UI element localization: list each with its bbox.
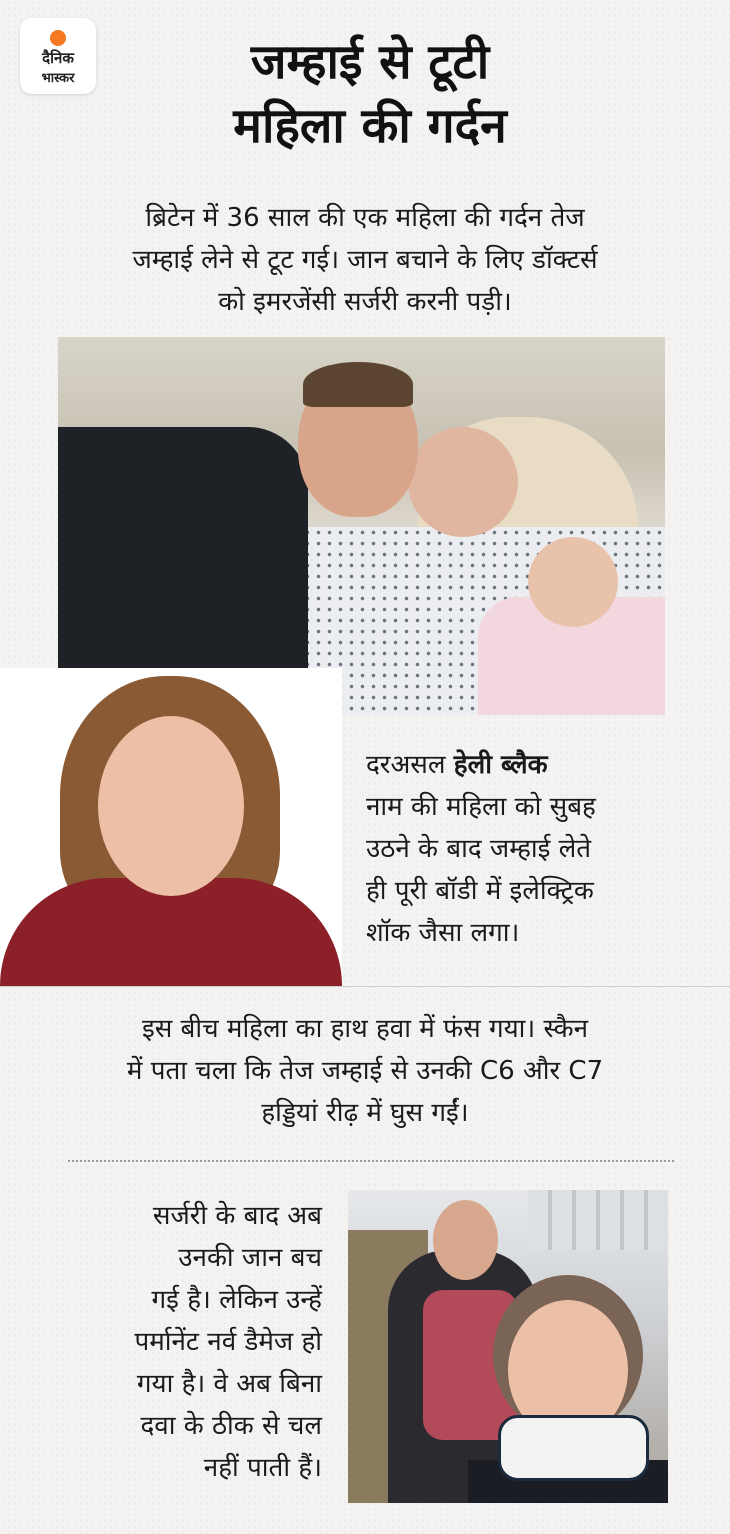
bottom-line-4: पर्मानेंट नर्व डैमेज हो bbox=[134, 1327, 322, 1357]
bottom-line-6: दवा के ठीक से चल bbox=[140, 1411, 322, 1441]
brand-logo bbox=[20, 18, 96, 94]
mid-line-2: में पता चला कि तेज जम्हाई से उनकी C6 और C7 bbox=[126, 1056, 604, 1086]
bottom-line-5: गया है। वे अब बिना bbox=[136, 1369, 322, 1399]
bottom-line-1: सर्जरी के बाद अब bbox=[152, 1201, 322, 1231]
headline-line-2: महिला की गर्दन bbox=[233, 98, 507, 154]
story-line-3: उठने के बाद जम्हाई लेते bbox=[366, 834, 592, 864]
brand-line-2: भास्कर bbox=[41, 71, 75, 86]
person-name: हेली ब्लैक bbox=[453, 750, 548, 780]
neck-brace bbox=[498, 1415, 649, 1481]
intro-line-1: ब्रिटेन में 36 साल की एक महिला की गर्दन तेज bbox=[145, 203, 585, 233]
dotted-divider bbox=[68, 1160, 674, 1162]
bottom-line-7: नहीं पाती हैं। bbox=[203, 1453, 322, 1483]
mid-line-3: हड्डियां रीढ़ में घुस गईं। bbox=[261, 1098, 469, 1128]
story-line-4: ही पूरी बॉडी में इलेक्ट्रिक bbox=[366, 876, 594, 906]
bottom-line-3: गई है। लेकिन उन्हें bbox=[151, 1285, 322, 1315]
headline-line-1: जम्हाई से टूटी bbox=[250, 34, 490, 90]
intro-line-3: को इमरजेंसी सर्जरी करनी पड़ी। bbox=[218, 287, 512, 317]
story-prefix: दरअसल bbox=[366, 750, 446, 780]
brand-line-1: दैनिक bbox=[42, 49, 74, 67]
headline bbox=[120, 30, 620, 158]
story-paragraph-2 bbox=[60, 1008, 670, 1134]
story-paragraph-1 bbox=[366, 744, 706, 954]
story-paragraph-3 bbox=[60, 1195, 322, 1489]
intro-line-2: जम्हाई लेने से टूट गई। जान बचाने के लिए डॉक्टर्स bbox=[132, 245, 598, 275]
story-line-2: नाम की महिला को सुबह bbox=[366, 792, 596, 822]
mid-line-1: इस बीच महिला का हाथ हवा में फंस गया। स्कैन bbox=[141, 1014, 589, 1044]
story-line-1 bbox=[366, 744, 706, 786]
sun-icon bbox=[50, 30, 66, 46]
woman-portrait-photo bbox=[0, 668, 342, 986]
section-divider bbox=[0, 986, 730, 987]
intro-paragraph bbox=[40, 197, 690, 323]
story-line-5: शॉक जैसा लगा। bbox=[366, 918, 520, 948]
hospital-family-photo bbox=[58, 337, 665, 715]
store-selfie-photo bbox=[348, 1190, 668, 1503]
bottom-line-2: उनकी जान बच bbox=[178, 1243, 322, 1273]
